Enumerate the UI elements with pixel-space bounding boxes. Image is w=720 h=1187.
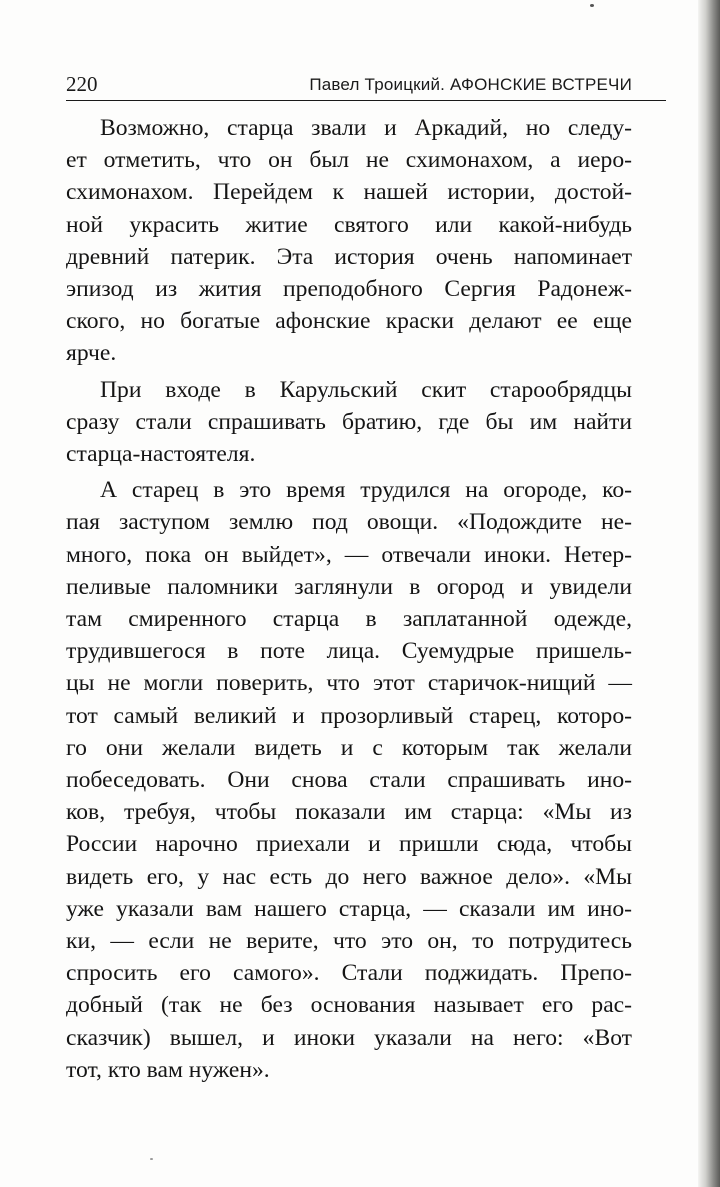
scan-speck: [150, 1158, 153, 1160]
text-line: сказчик) вышел, и иноки указали на него: «Вот: [66, 1024, 632, 1051]
page-binding-edge: [698, 0, 720, 1187]
text-line: пеливые паломники заглянули в огород и увидели: [66, 573, 632, 600]
text-line: древний патерик. Эта история очень напоминает: [66, 243, 632, 270]
text-line: видеть его, у нас есть до него важное дело». «Мы: [66, 863, 632, 890]
text-line: спросить его самого». Стали поджидать. Препо-: [66, 960, 632, 987]
text-line: ского, но богатые афонские краски делают ее еще: [66, 308, 632, 335]
page-number: 220: [66, 72, 98, 96]
text-line: добный (так не без основания называет его рас-: [66, 992, 632, 1019]
running-head-author: Павел Троицкий.: [309, 75, 446, 94]
text-line: уже указали вам нашего старца, — сказали им ино-: [66, 895, 632, 922]
text-line: ярче.: [66, 340, 117, 367]
page-header: [66, 70, 666, 101]
scan-speck: [590, 4, 594, 7]
text-line: тот самый великий и прозорливый старец, которо-: [66, 702, 632, 729]
text-line: схимонахом. Перейдем к нашей истории, достой-: [66, 179, 632, 206]
text-line: трудившегося в поте лица. Суемудрые пришель-: [66, 638, 632, 665]
body-text: [66, 112, 632, 1090]
text-line: там смиренного старца в заплатанной одежде,: [66, 606, 632, 633]
text-line: сразу стали спрашивать братию, где бы им найти: [66, 408, 632, 435]
paragraph-1: [66, 112, 632, 370]
text-line: эпизод из жития преподобного Сергия Радонеж-: [66, 276, 632, 303]
paragraph-2: [66, 374, 632, 471]
text-line: много, пока он выйдет», — отвечали иноки. Нетер-: [66, 541, 632, 568]
text-line: го они желали видеть и с которым так желали: [66, 734, 632, 761]
text-line: побеседовать. Они снова стали спрашивать ино-: [66, 767, 632, 794]
text-line: ков, требуя, чтобы показали им старца: «Мы из: [66, 799, 632, 826]
paragraph-3: [66, 474, 632, 1086]
running-head: [309, 75, 632, 95]
text-line: тот, кто вам нужен».: [66, 1056, 270, 1083]
text-line: ки, — если не верите, что это он, то потрудитесь: [66, 928, 632, 955]
text-line: Возможно, старца звали и Аркадий, но следу-: [100, 115, 632, 141]
text-line: цы не могли поверить, что этот старичок-нищий —: [66, 670, 632, 697]
text-line: ной украсить житие святого или какой-нибудь: [66, 211, 632, 238]
text-line: А старец в это время трудился на огороде, ко-: [100, 477, 632, 504]
text-line: ет отметить, что он был не схимонахом, а иеро-: [66, 147, 632, 174]
text-line: России нарочно приехали и пришли сюда, чтобы: [66, 831, 632, 858]
text-line: пая заступом землю под овощи. «Подождите не-: [66, 509, 632, 536]
text-line: При входе в Карульский скит старообрядцы: [100, 376, 632, 403]
text-line: старца-настоятеля.: [66, 441, 256, 468]
running-head-title: АФОНСКИЕ ВСТРЕЧИ: [450, 75, 632, 94]
